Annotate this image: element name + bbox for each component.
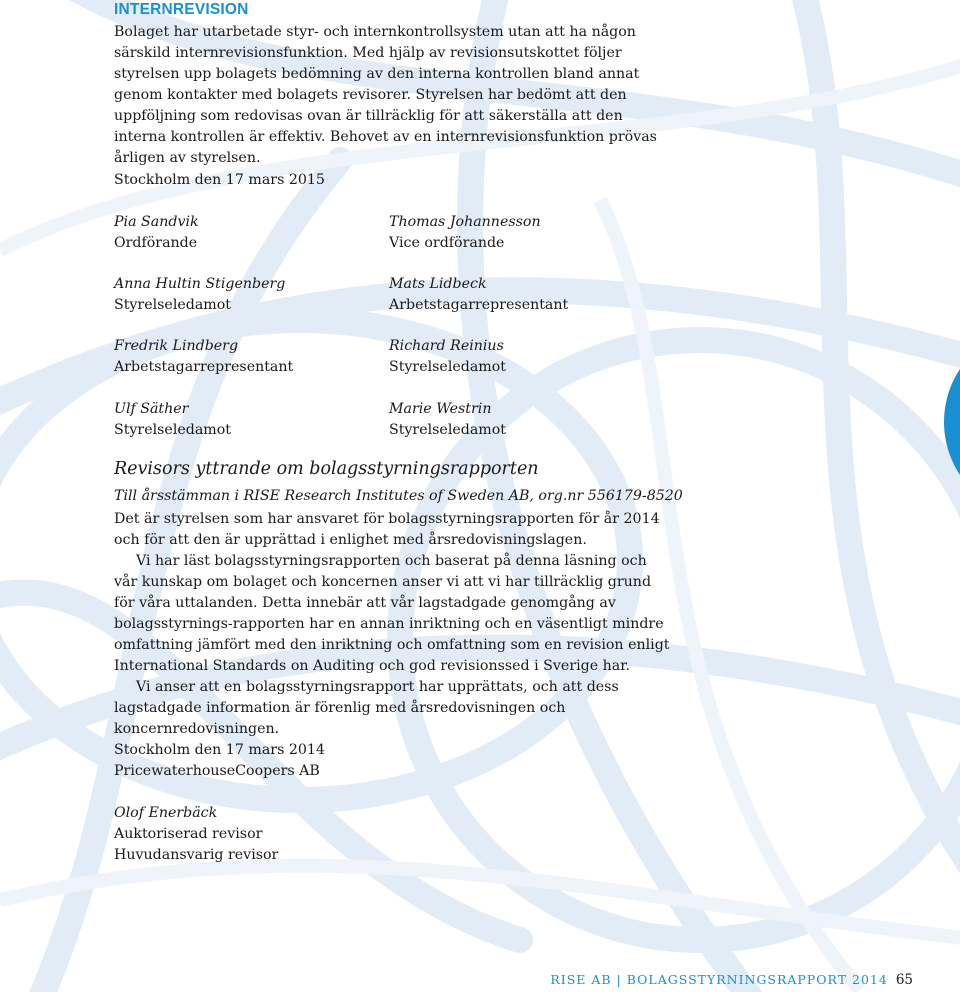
auditor-signature-block <box>114 803 278 866</box>
signatory-block <box>114 274 285 316</box>
signatory-block <box>114 212 199 254</box>
signatory-block <box>389 336 506 378</box>
signatory-role: Styrelseledamot <box>114 297 231 313</box>
page-footer <box>550 972 913 988</box>
signatory-block <box>114 336 293 378</box>
signatory-role: Arbetstagarrepresentant <box>389 297 569 313</box>
footer-running-title: RISE AB | BOLAGSSTYRNINGSRAPPORT 2014 <box>550 972 888 987</box>
signatory-role: Styrelseledamot <box>389 359 506 375</box>
signatory-name: Thomas Johannesson <box>389 214 541 230</box>
signatory-role: Ordförande <box>114 235 198 251</box>
auditor-place-date: Stockholm den 17 mars 2014 <box>114 742 325 758</box>
board-place-date: Stockholm den 17 mars 2015 <box>114 172 325 188</box>
signatory-block <box>389 274 568 316</box>
signatory-name: Ulf Säther <box>114 401 189 417</box>
auditor-paragraph: Vi anser att en bolagsstyrningsrapport har upprättats, och att dess lagstadgade information är förenlig med årsredovisningen och koncernredovisningen. <box>114 679 619 737</box>
audit-firm: PricewaterhouseCoopers AB <box>114 763 320 779</box>
auditor-title: Huvudansvarig revisor <box>114 847 279 863</box>
auditor-addressee-line: Till årsstämman i RISE Research Institutes of Sweden AB, org.nr 556179-8520 <box>114 488 683 504</box>
signatory-name: Richard Reinius <box>389 338 504 354</box>
signatory-role: Styrelseledamot <box>114 422 231 438</box>
auditor-statement-title: Revisors yttrande om bolagsstyrningsrapporten <box>114 459 539 479</box>
signatory-block <box>389 212 541 254</box>
auditor-paragraph: Det är styrelsen som har ansvaret för bolagsstyrningsrapporten för år 2014 och för att den är upprättad i enlighet med årsredovisningslagen. <box>114 511 660 548</box>
signatory-block <box>114 399 231 441</box>
signatory-role: Styrelseledamot <box>389 422 506 438</box>
page-number: 65 <box>895 972 913 988</box>
auditor-place-block <box>114 740 325 782</box>
signatory-name: Mats Lidbeck <box>389 276 487 292</box>
signatory-block <box>389 399 506 441</box>
signatory-name: Marie Westrin <box>389 401 492 417</box>
signatory-name: Anna Hultin Stigenberg <box>114 276 286 292</box>
signatory-name: Pia Sandvik <box>114 214 199 230</box>
auditor-title: Auktoriserad revisor <box>114 826 263 842</box>
signatory-name: Fredrik Lindberg <box>114 338 239 354</box>
auditor-name: Olof Enerbäck <box>114 805 218 821</box>
internrevision-paragraph: Bolaget har utarbetade styr- och internkontrollsystem utan att ha någon särskild internrevisionsfunktion. Med hjälp av revisionsutskottet följer styrelsen upp bolagets bedömning av den interna kontrollen bland annat genom kontakter med bolagets revisorer. Styrelsen har bedömt att den uppföljning som redovisas ovan är tillräcklig för att säkerställa att den interna kontrollen är effektiv. Behovet av en internrevisionsfunktion prövas årligen av styrelsen. <box>114 24 657 166</box>
signatory-role: Arbetstagarrepresentant <box>114 359 294 375</box>
auditor-paragraph: Vi har läst bolagsstyrningsrapporten och baserat på denna läsning och vår kunskap om bolaget och koncernen anser vi att vi har tillräcklig grund för våra uttalanden. Detta innebär att vår lagstadgade genomgång av bolagsstyrnings-rapporten har en annan inriktning och en väsentligt mindre omfattning jämfört med den inriktning och omfattning som en revision enligt International Standards on Auditing och god revisionssed i Sverige har. <box>114 553 670 674</box>
signatory-role: Vice ordförande <box>389 235 505 251</box>
section-heading-internrevision: INTERNREVISION <box>114 1 249 18</box>
